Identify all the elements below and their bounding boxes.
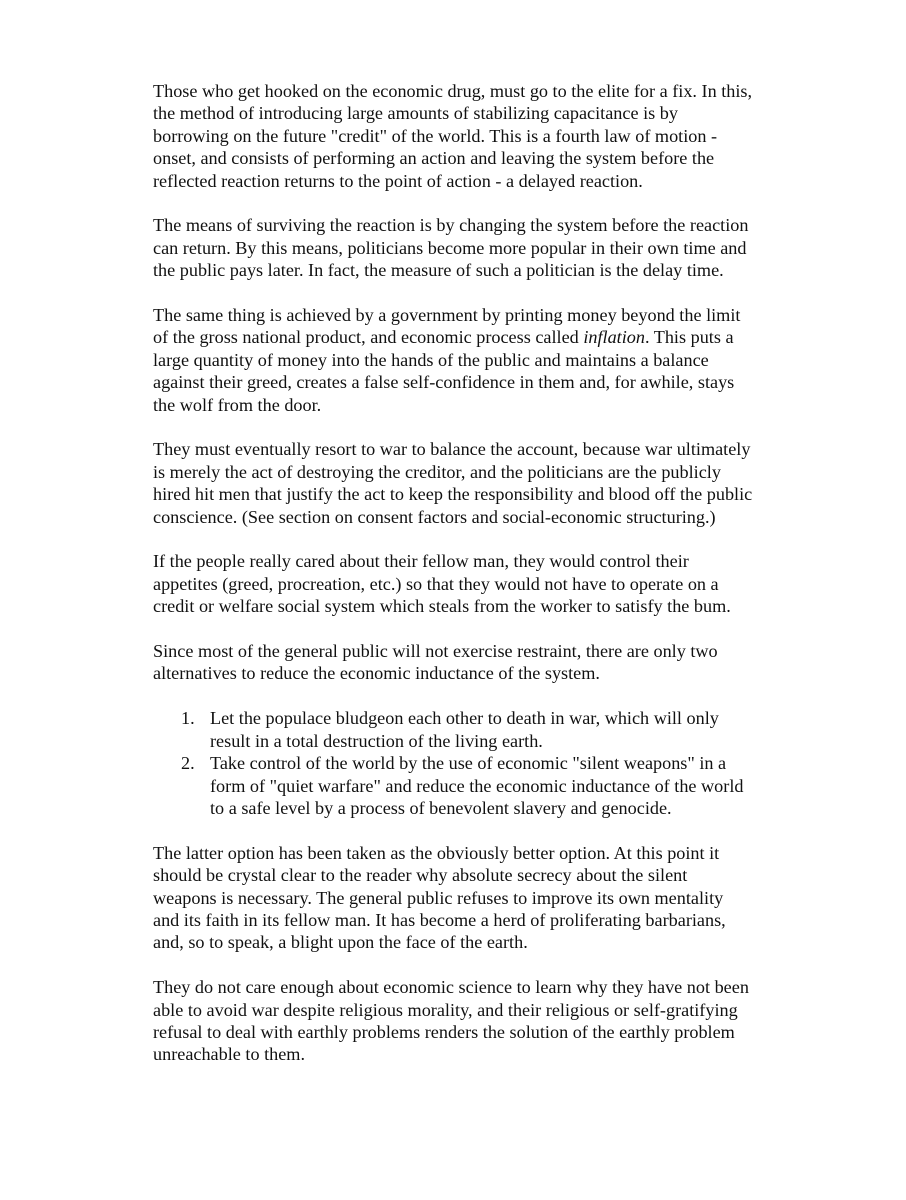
text-line: credit or welfare social system which steals from the worker to satisfy the bum. <box>153 596 731 617</box>
inflation-emphasis: inflation <box>583 327 645 348</box>
text-line: borrowing on the future "credit" of the world. This is a fourth law of motion - <box>153 125 718 146</box>
text-line: They do not care enough about economic science to learn why they have not been <box>153 977 749 998</box>
text-segment: of the gross national product, and economic process called <box>153 327 584 348</box>
list-item <box>153 752 793 819</box>
text-line: can return. By this means, politicians become more popular in their own time and <box>153 237 747 258</box>
text-line: form of "quiet warfare" and reduce the economic inductance of the world <box>210 775 744 796</box>
text-line: The latter option has been taken as the obviously better option. At this point it <box>153 842 720 863</box>
text-line: should be crystal clear to the reader why absolute secrecy about the silent <box>153 865 688 886</box>
text-line: If the people really cared about their fellow man, they would control their <box>153 551 689 572</box>
paragraph-fellow-man <box>153 550 793 617</box>
text-line: appetites (greed, procreation, etc.) so that they would not have to operate on a <box>153 573 719 594</box>
text-segment: . This puts a <box>644 327 734 348</box>
text-line: the method of introducing large amounts of stabilizing capacitance is by <box>153 103 678 124</box>
text-line: Take control of the world by the use of economic "silent weapons" in a <box>210 753 727 774</box>
text-line: unreachable to them. <box>153 1044 306 1065</box>
alternatives-list <box>153 707 793 819</box>
text-line: against their greed, creates a false self-confidence in them and, for awhile, stays <box>153 372 735 393</box>
text-line: able to avoid war despite religious morality, and their religious or self-gratifying <box>153 999 738 1020</box>
list-number: 2. <box>181 753 195 774</box>
text-line: is merely the act of destroying the creditor, and the politicians are the publicly <box>153 461 721 482</box>
list-item <box>153 707 793 752</box>
text-line: refusal to deal with earthly problems renders the solution of the earthly problem <box>153 1021 735 1042</box>
text-line: reflected reaction returns to the point of action - a delayed reaction. <box>153 170 643 191</box>
text-line: Since most of the general public will not exercise restraint, there are only two <box>153 641 718 662</box>
text-line: hired hit men that justify the act to keep the responsibility and blood off the public <box>153 484 753 505</box>
document-page <box>153 80 793 1088</box>
paragraph-war-balance <box>153 438 793 528</box>
text-line: Those who get hooked on the economic drug, must go to the elite for a fix. In this, <box>153 81 753 101</box>
text-line: They must eventually resort to war to balance the account, because war ultimately <box>153 439 751 460</box>
paragraph-economic-science <box>153 976 793 1066</box>
paragraph-alternatives <box>153 640 793 685</box>
text-line: conscience. (See section on consent factors and social-economic structuring.) <box>153 506 716 527</box>
text-line: the public pays later. In fact, the measure of such a politician is the delay time. <box>153 260 724 281</box>
text-line: and, so to speak, a blight upon the face of the earth. <box>153 932 528 953</box>
text-line: Let the populace bludgeon each other to death in war, which will only <box>210 708 719 729</box>
text-line: result in a total destruction of the living earth. <box>210 730 543 751</box>
text-line: The same thing is achieved by a government by printing money beyond the limit <box>153 305 741 326</box>
text-line: large quantity of money into the hands of the public and maintains a balance <box>153 349 709 370</box>
paragraph-inflation <box>153 304 793 416</box>
text-line: to a safe level by a process of benevolent slavery and genocide. <box>210 797 672 818</box>
text-line: onset, and consists of performing an action and leaving the system before the <box>153 148 715 169</box>
paragraph-surviving-reaction <box>153 214 793 281</box>
list-number: 1. <box>181 708 195 729</box>
text-line: and its faith in its fellow man. It has become a herd of proliferating barbarians, <box>153 909 726 930</box>
text-line: weapons is necessary. The general public refuses to improve its own mentality <box>153 887 724 908</box>
paragraph-economic-drug <box>153 80 793 192</box>
text-line: The means of surviving the reaction is by changing the system before the reaction <box>153 215 749 236</box>
text-line-with-emphasis <box>153 326 793 348</box>
text-line: the wolf from the door. <box>153 394 322 415</box>
paragraph-latter-option <box>153 842 793 954</box>
text-line: alternatives to reduce the economic inductance of the system. <box>153 663 600 684</box>
